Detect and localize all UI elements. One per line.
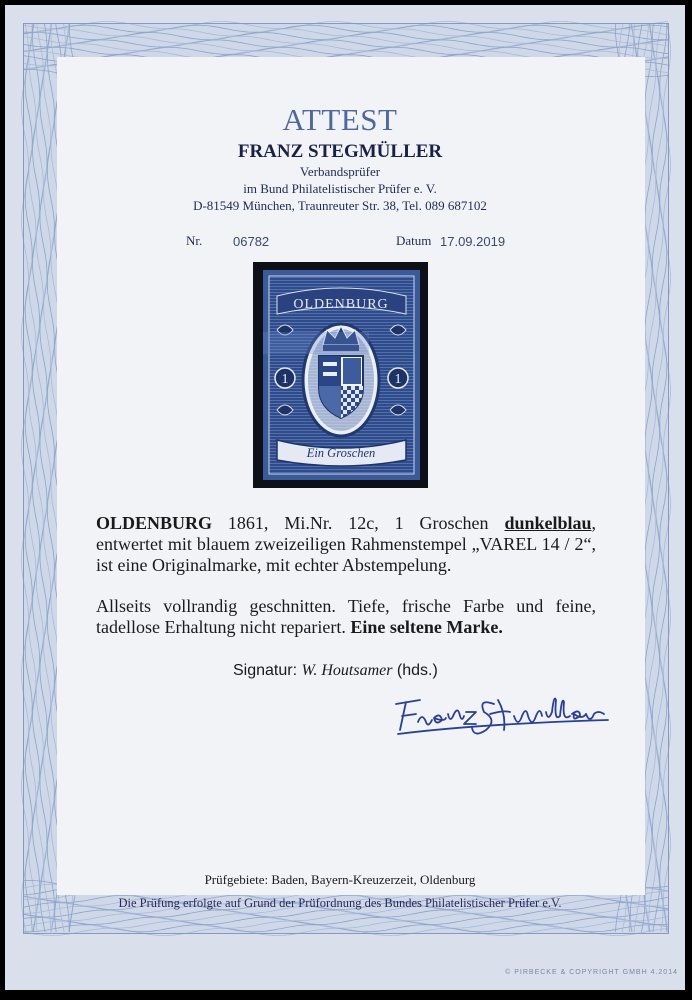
stamp-description [96, 513, 596, 576]
country-name: OLDENBURG [96, 513, 213, 533]
examination-areas: Prüfgebiete: Baden, Bayern-Kreuzerzeit, Oldenburg [204, 872, 476, 887]
signature-name: W. Houtsamer [301, 662, 393, 679]
stamp-image [263, 270, 420, 480]
certificate-number: 06782 [233, 234, 270, 249]
certificate-date: 17.09.2019 [440, 234, 506, 249]
rarity-note: Eine seltene Marke. [350, 617, 503, 637]
date-label: Datum [396, 233, 432, 248]
examiner-address: D-81549 München, Traunreuter Str. 38, Tel. 089 687102 [193, 198, 487, 213]
catalog-details: 1861, Mi.Nr. 12c, 1 Groschen [212, 513, 505, 533]
number-label: Nr. [186, 233, 203, 248]
cancellation-details: , entwertet mit blauem zweizeiligen Rahmenstempel „VAREL 14 / 2“, ist eine Originalmarke, mit echter Abstempelung. [96, 513, 596, 575]
examiner-role: Verbandsprüfer [299, 164, 381, 179]
examination-regulation-note: Die Prüfung erfolgte auf Grund der Prüfordnung des Bundes Philatelistischer Prüfer e.V. [118, 896, 562, 910]
handwritten-signature [390, 690, 630, 740]
certificate-title: ATTEST [282, 102, 398, 137]
signature-suffix: (hds.) [392, 662, 438, 679]
signature-label: Signatur: [233, 662, 302, 679]
stamp-top-text: OLDENBURG [293, 297, 389, 312]
signature-line [233, 662, 438, 680]
examiner-name: FRANZ STEGMÜLLER [237, 141, 443, 162]
copyright-notice: © PIRBECKE & COPYRIGHT GMBH 4.2014 [505, 969, 678, 976]
stamp-bottom-text: Ein Groschen [306, 446, 376, 460]
condition-description [96, 596, 596, 638]
condition-text: Allseits vollrandig geschnitten. Tiefe, frische Farbe und feine, tadellose Erhaltung nicht repariert. [96, 596, 596, 637]
stamp-left-value: 1 [281, 372, 289, 387]
stamp-color: dunkelblau [504, 513, 592, 533]
examiner-association: im Bund Philatelistischer Prüfer e. V. [243, 181, 437, 196]
stamp-right-value: 1 [394, 372, 402, 387]
